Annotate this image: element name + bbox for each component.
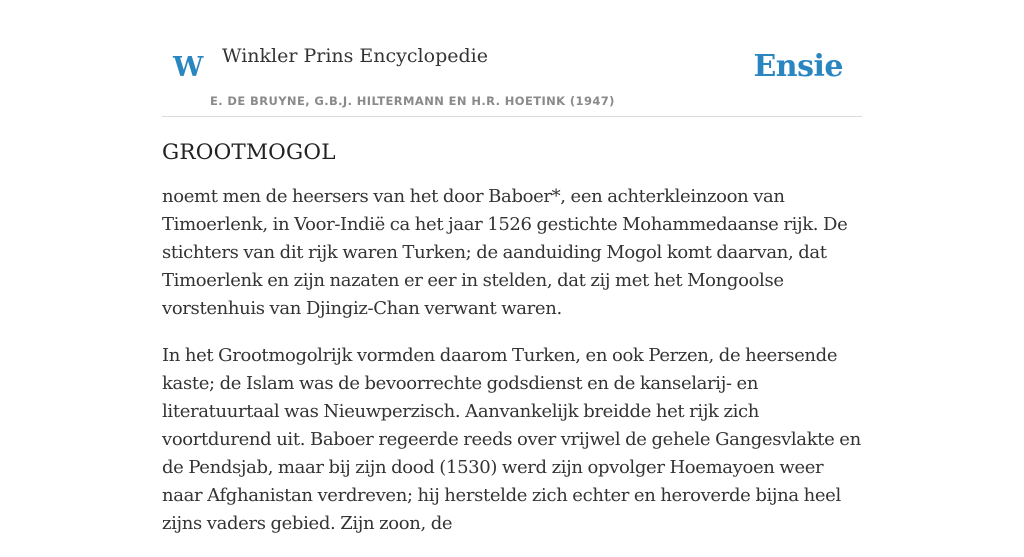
winkler-prins-logo-icon[interactable]: W [173,52,204,83]
ensie-logo[interactable]: Ensie [753,49,843,84]
article-paragraph: noemt men de heersers van het door Baboer*, een achterkleinzoon van Timoerlenk, in Voor-Indië ca het jaar 1526 gestichte Mohammedaanse rijk. De stichters van dit rijk waren Turken; de aanduiding Mogol komt daarvan, dat Timoerlenk en zijn nazaten er eer in stelden, dat zij met het Mongoolse vorstenhuis van Djingiz-Chan verwant waren. [162,186,848,319]
article-title: GROOTMOGOL [162,140,336,165]
article [162,140,862,557]
article-paragraph: In het Grootmogolrijk vormden daarom Turken, en ook Perzen, de heersende kaste; de Islam was de bevoorrechte godsdienst en de kanselarij- en literatuurtaal was Nieuwperzisch. Aanvankelijk breidde het rijk zich voortdurend uit. Baboer regeerde reeds over vrijwel de gehele Gangesvlakte en de Pendsjab, maar bij zijn dood (1530) werd zijn opvolger Hoemayoen weer naar Afghanistan verdreven; hij herstelde zich echter en heroverde bijna heel zijns vaders gebied. Zijn zoon, de [162,345,861,534]
site-header [162,0,862,117]
source-title[interactable]: Winkler Prins Encyclopedie [222,45,488,67]
source-authors: E. DE BRUYNE, G.B.J. HILTERMANN EN H.R. HOETINK (1947) [210,94,615,108]
